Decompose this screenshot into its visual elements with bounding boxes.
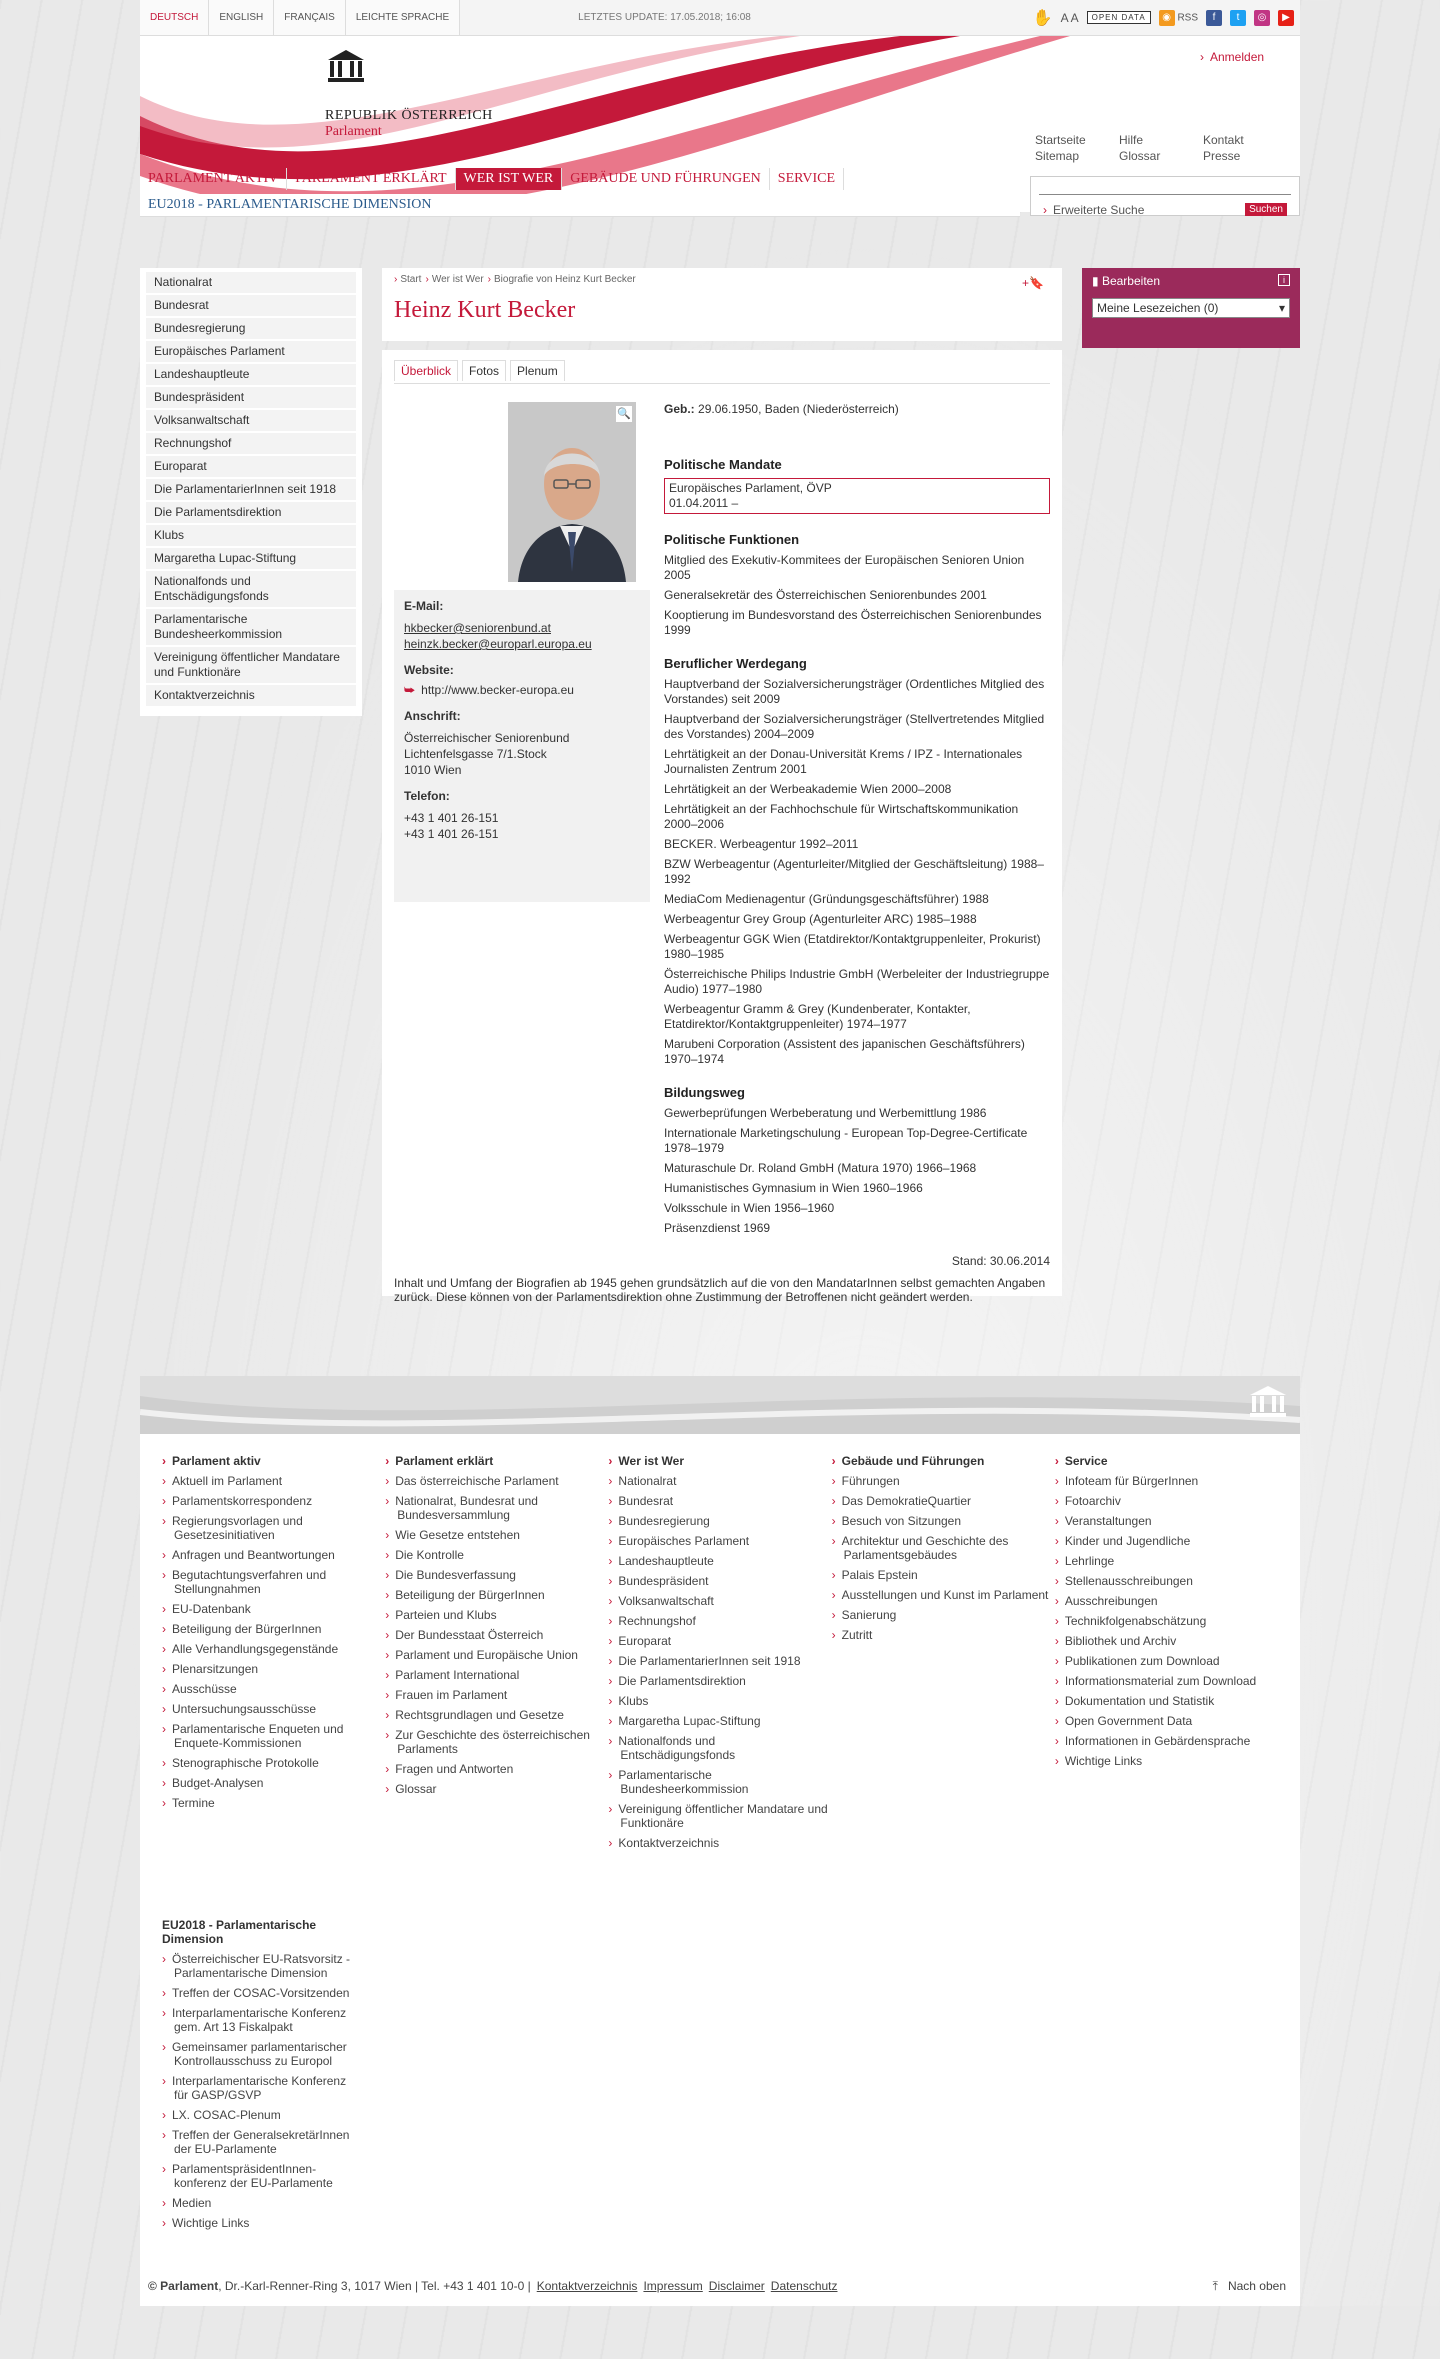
footer-link[interactable]: › Europarat — [620, 1634, 831, 1648]
footer-link[interactable]: › Die Kontrolle — [397, 1548, 608, 1562]
footer-link[interactable]: › Palais Epstein — [844, 1568, 1055, 1582]
list-item: Gewerbeprüfungen Werbeberatung und Werbemittlung 1986 — [664, 1106, 987, 1120]
footer-link[interactable]: › Interparlamentarische Konferenz für GASP/GSVP — [174, 2074, 362, 2102]
list-item: Humanistisches Gymnasium in Wien 1960–1966 — [664, 1181, 923, 1195]
bookmark-icon: ▮ — [1092, 274, 1099, 288]
sub-navigation[interactable]: EU2018 - PARLAMENTARISCHE DIMENSION — [140, 194, 1020, 217]
open-data-badge[interactable]: OPEN DATA — [1087, 11, 1151, 24]
leftnav-item[interactable]: Nationalrat — [146, 272, 356, 293]
footer-link[interactable]: › Rechtsgrundlagen und Gesetze — [397, 1708, 608, 1722]
breadcrumb-start[interactable]: › Start — [394, 274, 421, 285]
footer-link[interactable]: › Fotoarchiv — [1067, 1494, 1278, 1508]
footer-link[interactable]: › Zur Geschichte des österreichischen Parlaments — [397, 1728, 608, 1756]
bookmarks-select-value: Meine Lesezeichen (0) — [1097, 301, 1219, 315]
footer-link[interactable]: › Beteiligung der BürgerInnen — [174, 1622, 385, 1636]
left-navigation — [140, 268, 362, 716]
footer-link[interactable]: › Wichtige Links — [1067, 1754, 1278, 1768]
footer-heading[interactable]: › Parlament aktiv — [162, 1454, 385, 1468]
list-item: BECKER. Werbeagentur 1992–2011 — [664, 837, 859, 851]
footer-link[interactable]: › EU-Datenbank — [174, 1602, 385, 1616]
footer-link[interactable]: › Infoteam für BürgerInnen — [1067, 1474, 1278, 1488]
section-werdegang: Beruflicher Werdegang — [664, 656, 807, 671]
leftnav-item[interactable]: Landeshauptleute — [146, 364, 356, 385]
phone-number: +43 1 401 26-151 — [404, 811, 499, 825]
site-footer — [140, 1434, 1300, 2306]
sign-language-icon[interactable]: ✋ — [1032, 9, 1053, 27]
brand-line1: REPUBLIK ÖSTERREICH — [325, 108, 493, 123]
list-item: Mitglied des Exekutiv-Kommitees der Europäischen Senioren Union 2005 — [664, 553, 1025, 582]
footer-heading[interactable]: › Service — [1055, 1454, 1278, 1468]
address-line: Österreichischer Seniorenbund — [404, 731, 570, 745]
edit-label: Bearbeiten — [1101, 274, 1160, 288]
footer-link-impressum[interactable]: Impressum — [643, 2279, 703, 2293]
link-hilfe[interactable]: Hilfe — [1119, 133, 1144, 147]
phone-label: Telefon: — [404, 789, 450, 803]
leftnav-item[interactable]: Bundesregierung — [146, 318, 356, 339]
language-switcher — [140, 0, 460, 35]
list-item: Internationale Marketingschulung - European Top-Degree-Certificate 1978–1979 — [664, 1126, 1028, 1155]
footer-link[interactable]: › Treffen der GeneralsekretärInnen der EU-Parlamente — [174, 2128, 362, 2156]
email-link-1[interactable]: hkbecker@seniorenbund.at — [404, 621, 551, 635]
last-update: LETZTES UPDATE: 17.05.2018; 16:08 — [578, 12, 751, 23]
nav-wer-ist-wer[interactable]: WER IST WER — [456, 168, 563, 190]
copyright-strong: © Parlament — [148, 2279, 219, 2293]
footer-link[interactable]: › Ausschüsse — [174, 1682, 385, 1696]
footer-heading[interactable]: › Parlament erklärt — [385, 1454, 608, 1468]
website-label: Website: — [404, 663, 454, 677]
tab-fotos[interactable]: Fotos — [462, 360, 506, 381]
footer-link[interactable]: › Parlament und Europäische Union — [397, 1648, 608, 1662]
search-box — [1030, 176, 1300, 216]
footer-link[interactable]: › Besuch von Sitzungen — [844, 1514, 1055, 1528]
footer-link[interactable]: › Dokumentation und Statistik — [1067, 1694, 1278, 1708]
footer-link[interactable]: › Bibliothek und Archiv — [1067, 1634, 1278, 1648]
chevron-down-icon: ▾ — [1278, 301, 1285, 315]
twitter-icon[interactable]: t — [1230, 10, 1246, 26]
leftnav-item[interactable]: Kontaktverzeichnis — [146, 685, 356, 706]
portrait-photo[interactable] — [508, 402, 636, 582]
footer-link[interactable]: › Stellenausschreibungen — [1067, 1574, 1278, 1588]
footer-link[interactable]: › Wichtige Links — [174, 2216, 362, 2230]
list-item: Werbeagentur GGK Wien (Etatdirektor/Kontaktgruppenleiter, Prokurist) 1980–1985 — [664, 932, 1041, 961]
section-bildung: Bildungsweg — [664, 1085, 745, 1100]
leftnav-item[interactable]: Bundesrat — [146, 295, 356, 316]
disclaimer-note: Inhalt und Umfang der Biografien ab 1945 gehen grundsätzlich auf die von den MandatarInnen selbst gemachten Angaben zurück. Diese können von der Parlamentsdirektion ohne Zustimmung der Betroffenen nicht geändert werden. — [394, 1276, 1046, 1304]
copyright-address: , Dr.-Karl-Renner-Ring 3, 1017 Wien | Tel. +43 1 401 10-0 | — [218, 2279, 531, 2293]
list-item: Lehrtätigkeit an der Werbeakademie Wien 2000–2008 — [664, 782, 952, 796]
lang-deutsch[interactable]: DEUTSCH — [140, 0, 209, 35]
list-item: Marubeni Corporation (Assistent des japanischen Geschäftsführers) 1970–1974 — [664, 1037, 1025, 1066]
footer-link[interactable]: › Treffen der COSAC-Vorsitzenden — [174, 1986, 362, 2000]
footer-link[interactable]: › Glossar — [397, 1782, 608, 1796]
list-item: MediaCom Medienagentur (Gründungsgeschäftsführer) 1988 — [664, 892, 989, 906]
top-bar — [140, 0, 1300, 36]
edit-link[interactable] — [1092, 274, 1160, 288]
footer-columns — [162, 1454, 1278, 1856]
birth-value: 29.06.1950, Baden (Niederösterreich) — [698, 402, 899, 416]
footer-link[interactable]: › Landeshauptleute — [620, 1554, 831, 1568]
footer-bottom-bar — [148, 2266, 1300, 2306]
footer-link[interactable]: › Informationen in Gebärdensprache — [1067, 1734, 1278, 1748]
content-area — [140, 268, 1300, 1376]
list-item: Maturaschule Dr. Roland GmbH (Matura 1970) 1966–1968 — [664, 1161, 977, 1175]
breadcrumb-wer-ist-wer[interactable]: › Wer ist Wer — [425, 274, 483, 285]
footer-link[interactable]: › Lehrlinge — [1067, 1554, 1278, 1568]
bookmarks-select[interactable] — [1092, 298, 1290, 318]
login-link[interactable]: › Anmelden — [1200, 50, 1300, 64]
rss-link[interactable] — [1159, 10, 1198, 26]
footer-link[interactable]: › Kinder und Jugendliche — [1067, 1534, 1278, 1548]
link-kontakt[interactable]: Kontakt — [1203, 133, 1244, 147]
print-bookmark-icon[interactable]: +🔖 — [1022, 276, 1044, 290]
portrait-image — [508, 402, 636, 582]
footer-heading[interactable]: › Wer ist Wer — [608, 1454, 831, 1468]
list-item: Hauptverband der Sozialversicherungsträger (Ordentliches Mitglied des Vorstandes) seit 2009 — [664, 677, 1045, 706]
tab-plenum[interactable]: Plenum — [510, 360, 565, 381]
address-label: Anschrift: — [404, 709, 461, 723]
search-button[interactable]: Suchen — [1245, 203, 1287, 216]
phone-number: +43 1 401 26-151 — [404, 827, 499, 841]
footer-link[interactable]: › Stenographische Protokolle — [174, 1756, 385, 1770]
utility-links — [1035, 132, 1259, 164]
footer-link-datenschutz[interactable]: Datenschutz — [770, 2279, 838, 2293]
main-navigation — [140, 168, 844, 190]
arrow-up-icon: ⤒ — [1212, 2278, 1218, 2293]
footer-link[interactable]: › Parlament International — [397, 1668, 608, 1682]
footer-link[interactable]: › Kontaktverzeichnis — [620, 1836, 831, 1850]
footer-link[interactable]: › Ausschreibungen — [1067, 1594, 1278, 1608]
leftnav-item[interactable]: Vereinigung öffentlicher Mandatare und Funktionäre — [146, 647, 356, 683]
footer-link[interactable]: › Die Bundesverfassung — [397, 1568, 608, 1582]
leftnav-item[interactable]: Rechnungshof — [146, 433, 356, 454]
list-item: Hauptverband der Sozialversicherungsträger (Stellvertretendes Mitglied des Vorstandes) 2004–2009 — [664, 712, 1045, 741]
footer-link[interactable]: › Regierungsvorlagen und Gesetzesinitiativen — [174, 1514, 385, 1542]
footer-link[interactable]: › Volksanwaltschaft — [620, 1594, 831, 1608]
footer-link[interactable]: › Frauen im Parlament — [397, 1688, 608, 1702]
leftnav-item[interactable]: Europarat — [146, 456, 356, 477]
website-link[interactable]: ⮩ http://www.becker-europa.eu — [404, 683, 574, 697]
footer-band — [140, 1376, 1300, 1434]
font-size-toggle[interactable]: A A — [1060, 10, 1079, 25]
footer-link[interactable]: › Nationalfonds und Entschädigungsfonds — [620, 1734, 831, 1762]
leftnav-item[interactable]: Europäisches Parlament — [146, 341, 356, 362]
list-item: Werbeagentur Gramm & Grey (Kundenberater, Kontakter, Etatdirektor/Kontaktgruppenleiter) 1974–1977 — [664, 1002, 971, 1031]
leftnav-item[interactable]: Nationalfonds und Entschädigungsfonds — [146, 571, 356, 607]
email-link-2[interactable]: heinzk.becker@europarl.europa.eu — [404, 637, 592, 651]
top-tools — [1033, 8, 1300, 28]
footer-link[interactable]: › Termine — [174, 1796, 385, 1810]
birth-info — [664, 402, 1050, 417]
section-mandate: Politische Mandate — [664, 457, 782, 472]
mandate-line2: 01.04.2011 – — [669, 496, 739, 510]
footer-link[interactable]: › Ausstellungen und Kunst im Parlament — [844, 1588, 1055, 1602]
footer-col-service — [1055, 1454, 1278, 1856]
footer-link[interactable]: › Bundesrat — [620, 1494, 831, 1508]
footer-link[interactable]: › Führungen — [844, 1474, 1055, 1488]
biography-tabs — [394, 360, 1050, 384]
address-line: Lichtenfelsgasse 7/1.Stock — [404, 747, 547, 761]
footer-link[interactable]: › Parteien und Klubs — [397, 1608, 608, 1622]
footer-heading[interactable]: › Gebäude und Führungen — [832, 1454, 1055, 1468]
footer-link[interactable]: › Sanierung — [844, 1608, 1055, 1622]
email-label: E-Mail: — [404, 599, 444, 613]
footer-link[interactable]: › Margaretha Lupac-Stiftung — [620, 1714, 831, 1728]
list-item: Lehrtätigkeit an der Fachhochschule für Wirtschaftskommunikation 2000–2006 — [664, 802, 1019, 831]
contact-box — [394, 590, 650, 902]
footer-link[interactable]: › Bundesregierung — [620, 1514, 831, 1528]
back-to-top-label: Nach oben — [1227, 2278, 1286, 2293]
mandate-line1: Europäisches Parlament, ÖVP — [669, 481, 832, 495]
leftnav-item[interactable]: Parlamentarische Bundesheerkommission — [146, 609, 356, 645]
footer-link[interactable]: › Informationsmaterial zum Download — [1067, 1674, 1278, 1688]
footer-link[interactable]: › Nationalrat — [620, 1474, 831, 1488]
footer-link[interactable]: › Parlamentarische Enqueten und Enquete-Kommissionen — [174, 1722, 385, 1750]
breadcrumb-current: › Biografie von Heinz Kurt Becker — [488, 274, 636, 285]
footer-link[interactable]: › Nationalrat, Bundesrat und Bundesversammlung — [397, 1494, 608, 1522]
footer-link[interactable]: › Aktuell im Parlament — [174, 1474, 385, 1488]
footer-link[interactable]: › Vereinigung öffentlicher Mandatare und Funktionäre — [620, 1802, 831, 1830]
page-title: Heinz Kurt Becker — [394, 297, 576, 323]
list-item: Generalsekretär des Österreichischen Seniorenbundes 2001 — [664, 588, 987, 602]
list-item: Österreichische Philips Industrie GmbH (Werbeleiter der Industriegruppe Audio) 1977–1980 — [664, 967, 1050, 996]
bookmark-panel-header — [1092, 274, 1290, 288]
footer-link[interactable]: › Open Government Data — [1067, 1714, 1278, 1728]
footer-link[interactable]: › Wie Gesetze entstehen — [397, 1528, 608, 1542]
footer-link[interactable]: › Plenarsitzungen — [174, 1662, 385, 1676]
footer-link[interactable]: › Untersuchungsausschüsse — [174, 1702, 385, 1716]
leftnav-item[interactable]: Volksanwaltschaft — [146, 410, 356, 431]
footer-link[interactable]: › Architektur und Geschichte des Parlamentsgebäudes — [844, 1534, 1055, 1562]
footer-link[interactable]: › Europäisches Parlament — [620, 1534, 831, 1548]
list-item: Volksschule in Wien 1956–1960 — [664, 1201, 835, 1215]
zoom-icon[interactable]: 🔍 — [617, 408, 631, 420]
rss-label: RSS — [1177, 12, 1198, 23]
stand-date: Stand: 30.06.2014 — [951, 1254, 1050, 1268]
footer-swoosh — [140, 1376, 1300, 1434]
nav-service[interactable]: SERVICE — [770, 168, 844, 190]
footer-link[interactable]: › Gemeinsamer parlamentarischer Kontrollausschuss zu Europol — [174, 2040, 362, 2068]
footer-col-eu2018 — [162, 1918, 362, 2236]
footer-link[interactable]: › Beteiligung der BürgerInnen — [397, 1588, 608, 1602]
list-item: Kooptierung im Bundesvorstand des Österreichischen Seniorenbundes 1999 — [664, 608, 1042, 637]
footer-link-kontaktverzeichnis[interactable]: Kontaktverzeichnis — [536, 2279, 638, 2293]
footer-link[interactable]: › Begutachtungsverfahren und Stellungnahmen — [174, 1568, 385, 1596]
lang-english[interactable]: ENGLISH — [209, 0, 274, 35]
footer-link[interactable]: › Budget-Analysen — [174, 1776, 385, 1790]
rss-icon: ◉ — [1159, 10, 1175, 26]
biography-details — [664, 402, 1050, 1241]
list-item: Lehrtätigkeit an der Donau-Universität Krems / IPZ - Internationales Journalisten Zentrum 2001 — [664, 747, 1023, 776]
mandate-entry[interactable] — [664, 478, 1050, 514]
leftnav-item[interactable]: Margaretha Lupac-Stiftung — [146, 548, 356, 569]
youtube-icon[interactable]: ▶ — [1278, 10, 1294, 26]
nav-parlament-aktiv[interactable]: PARLAMENT AKTIV — [140, 168, 287, 190]
footer-link[interactable]: › Parlamentskorrespondenz — [174, 1494, 385, 1508]
brand-wordmark[interactable] — [325, 108, 493, 140]
lang-leichte-sprache[interactable]: LEICHTE SPRACHE — [346, 0, 460, 35]
advanced-search-link[interactable]: › Erweiterte Suche — [1043, 203, 1144, 217]
instagram-icon[interactable]: ◎ — [1254, 10, 1270, 26]
leftnav-item[interactable]: Klubs — [146, 525, 356, 546]
footer-link[interactable]: › Zutritt — [844, 1628, 1055, 1642]
tab-ueberblick[interactable]: Überblick — [394, 360, 458, 381]
nav-parlament-erklaert[interactable]: PARLAMENT ERKLÄRT — [287, 168, 455, 190]
lang-francais[interactable]: FRANÇAIS — [274, 0, 346, 35]
footer-link[interactable]: › Das österreichische Parlament — [397, 1474, 608, 1488]
parliament-logo-icon[interactable] — [326, 48, 366, 84]
nav-gebaeude-fuehrungen[interactable]: GEBÄUDE UND FÜHRUNGEN — [562, 168, 770, 190]
leftnav-item[interactable]: Die Parlamentsdirektion — [146, 502, 356, 523]
footer-link[interactable]: › Anfragen und Beantwortungen — [174, 1548, 385, 1562]
back-to-top[interactable] — [1213, 2279, 1300, 2294]
footer-link[interactable]: › ParlamentspräsidentInnen-konferenz der EU-Parlamente — [174, 2162, 362, 2190]
list-item: BZW Werbeagentur (Agenturleiter/Mitglied der Geschäftsleitung) 1988–1992 — [664, 857, 1044, 886]
footer-link[interactable]: › Medien — [174, 2196, 362, 2210]
birth-label: Geb.: — [664, 402, 695, 416]
list-item: Werbeagentur Grey Group (Agenturleiter ARC) 1985–1988 — [664, 912, 977, 926]
biography-card — [382, 350, 1062, 1304]
footer-link[interactable]: › Österreichischer EU-Ratsvorsitz - Parlamentarische Dimension — [174, 1952, 362, 1980]
footer-link[interactable]: › Veranstaltungen — [1067, 1514, 1278, 1528]
footer-col-wer-ist-wer — [608, 1454, 831, 1856]
footer-link[interactable]: › Publikationen zum Download — [1067, 1654, 1278, 1668]
footer-link[interactable]: › Rechnungshof — [620, 1614, 831, 1628]
footer-link[interactable]: › Die Parlamentsdirektion — [620, 1674, 831, 1688]
search-input[interactable] — [1039, 183, 1291, 195]
breadcrumb — [394, 274, 1050, 285]
footer-link[interactable]: › Technikfolgenabschätzung — [1067, 1614, 1278, 1628]
copyright — [148, 2279, 531, 2293]
footer-col-parlament-aktiv — [162, 1454, 385, 1856]
footer-link[interactable]: › Fragen und Antworten — [397, 1762, 608, 1776]
footer-link[interactable]: › Der Bundesstaat Österreich — [397, 1628, 608, 1642]
footer-link[interactable]: › Bundespräsident — [620, 1574, 831, 1588]
page-heading-card — [382, 268, 1062, 341]
link-glossar[interactable]: Glossar — [1119, 149, 1161, 163]
link-sitemap[interactable]: Sitemap — [1035, 149, 1080, 163]
link-startseite[interactable]: Startseite — [1035, 133, 1086, 147]
footer-link[interactable]: › Interparlamentarische Konferenz gem. Art 13 Fiskalpakt — [174, 2006, 362, 2034]
section-funktionen: Politische Funktionen — [664, 532, 800, 547]
bookmark-panel — [1082, 268, 1300, 348]
footer-link[interactable]: › Das DemokratieQuartier — [844, 1494, 1055, 1508]
footer-link[interactable]: › Alle Verhandlungsgegenstände — [174, 1642, 385, 1656]
facebook-icon[interactable]: f — [1206, 10, 1222, 26]
leftnav-item[interactable]: Die ParlamentarierInnen seit 1918 — [146, 479, 356, 500]
footer-link[interactable]: › Klubs — [620, 1694, 831, 1708]
footer-link[interactable]: › Parlamentarische Bundesheerkommission — [620, 1768, 831, 1796]
footer-link[interactable]: › Die ParlamentarierInnen seit 1918 — [620, 1654, 831, 1668]
address-line: 1010 Wien — [404, 763, 462, 777]
brand-line2: Parlament — [325, 124, 382, 139]
link-presse[interactable]: Presse — [1203, 149, 1241, 163]
footer-col-gebaeude — [832, 1454, 1055, 1856]
list-item: Präsenzdienst 1969 — [664, 1221, 771, 1235]
footer-col-parlament-erklaert — [385, 1454, 608, 1856]
footer-link-disclaimer[interactable]: Disclaimer — [708, 2279, 765, 2293]
footer-link[interactable]: › LX. COSAC-Plenum — [174, 2108, 362, 2122]
footer-heading[interactable]: EU2018 - Parlamentarische Dimension — [162, 1918, 317, 1946]
leftnav-item[interactable]: Bundespräsident — [146, 387, 356, 408]
info-icon[interactable]: i — [1278, 274, 1290, 286]
